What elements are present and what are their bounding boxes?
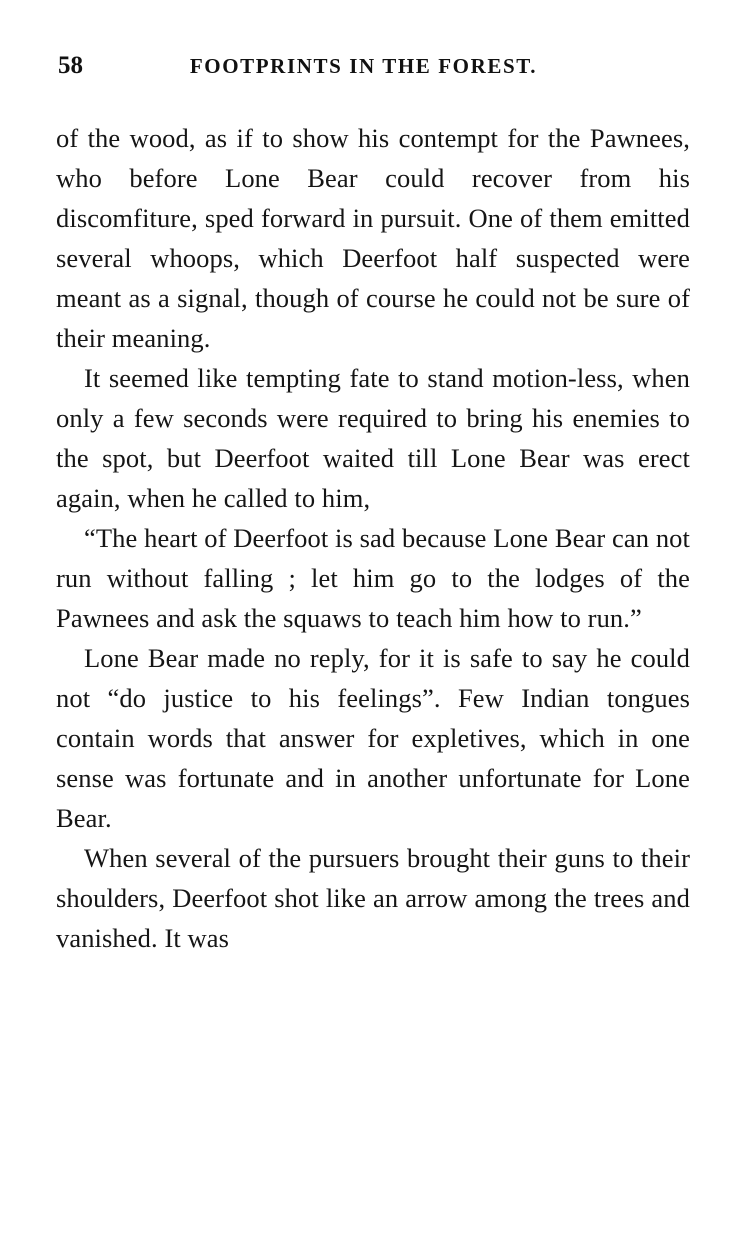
paragraph: It seemed like tempting fate to stand motion-less, when only a few seconds were required to bring his enemies to the spot, but Deerfoot waited till Lone Bear was erect again, when he called to him,	[56, 363, 690, 513]
paragraph: “The heart of Deerfoot is sad because Lone Bear can not run without falling ; let him go to the lodges of the Pawnees and ask the squaws to teach him how to run.”	[56, 523, 690, 633]
page-number: 58	[58, 52, 83, 79]
running-head: FOOTPRINTS IN THE FOREST.	[189, 54, 538, 78]
paragraph: of the wood, as if to show his contempt for the Pawnees, who before Lone Bear could recover from his discomfiture, sped forward in pursuit. One of them emitted several whoops, which Deerfoot half suspected were meant as a signal, though of course he could not be sure of their meaning.	[56, 123, 690, 353]
page-body	[56, 118, 690, 958]
paragraph: Lone Bear made no reply, for it is safe to say he could not “do justice to his feelings”. Few Indian tongues contain words that answer for expletives, which in one sense was fortunate and in another unfortunate for Lone Bear.	[56, 643, 690, 833]
page-header	[58, 52, 678, 80]
paragraph: When several of the pursuers brought their guns to their shoulders, Deerfoot shot like an arrow among the trees and vanished. It was	[56, 843, 690, 953]
